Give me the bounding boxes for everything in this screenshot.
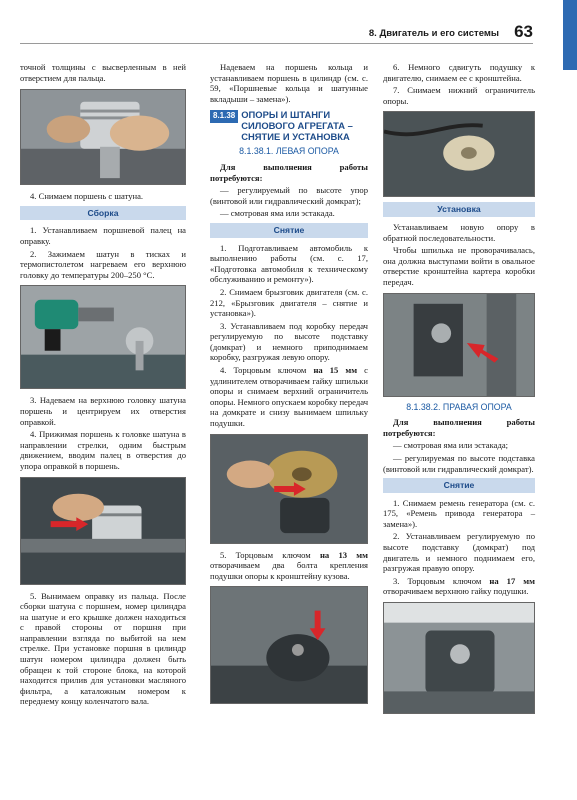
photo-heat-gun xyxy=(20,285,186,389)
paragraph: 3. Устанавливаем под коробку передач регулируемую по высоте подставку (домкрат) и немного приподнимаем коробку, разгружая левую опору. xyxy=(210,320,368,363)
section-heading-removal: Снятие xyxy=(210,223,368,238)
photo-left-mount-bolts xyxy=(210,586,368,704)
section-heading-assembly: Сборка xyxy=(20,206,186,221)
paragraph: 4. Торцовым ключом на 15 мм с удлинителем отворачиваем гайку шпильки опоры и снимаем верхний ограничитель опоры. Немного опускаем коробку передач на домкрате и снизу вынимаем шпильку подушки. xyxy=(210,365,369,429)
page-number: 63 xyxy=(514,22,533,41)
photo-lower-limiter xyxy=(383,111,535,197)
paragraph: 5. Вынимаем оправку из пальца. После сборки шатуна с поршнем, номер цилиндра на шатуне и его крышке должен находиться с правой стороны от поршня при направлении взгляда по выбитой на нем стрелке. При установке поршня в цилиндр шатун номером цилиндра должен быть обращен к той стороне блока, на которой находится прилив для установки масляного фильтра, а каталожным номером к переднему концу коленчатого вала. xyxy=(20,590,186,707)
column-1 xyxy=(20,62,186,709)
section-heading-install: Установка xyxy=(383,202,535,217)
paragraph: 6. Немного сдвигуть подушку к двигателю, снимаем ее с кронштейна. xyxy=(383,62,535,83)
requirement-item: — регулируемая по высоте подставка (винтовой или гидравлический домкрат). xyxy=(383,452,535,474)
photo-stud-oval-hole xyxy=(383,293,535,397)
paragraph: 2. Устанавливаем регулируемую по высоте подставку (домкрат) под двигатель и немного поднимаем его, разгружая правую опору. xyxy=(383,531,535,574)
requirement-item: — смотровая яма или эстакада. xyxy=(220,208,335,219)
paragraph: Надеваем на поршень кольца и устанавливаем поршень в цилиндр (см. с. 59, «Поршневые кольца и шатунные вкладыши – замена»). xyxy=(210,62,368,104)
paragraph: 2. Снимаем брызговик двигателя (см. с. 212, «Брызговик двигателя – снятие и установка»). xyxy=(210,286,368,319)
photo-piston-press xyxy=(20,477,186,585)
subsection-title: 8.1.38.2. ПРАВАЯ ОПОРА xyxy=(406,401,512,412)
paragraph: 1. Подготавливаем автомобиль к выполнению работы (см. с. 17, «Подготовка автомобиля к техническому обслуживанию и ремонту»). xyxy=(210,242,368,285)
paragraph: 3. Надеваем на верхнюю головку шатуна поршень и центрируем их отверстия оправкой. xyxy=(20,395,186,427)
section-title: ОПОРЫ И ШТАНГИ СИЛОВОГО АГРЕГАТА – СНЯТИЕ И УСТАНОВКА xyxy=(241,109,353,143)
page-header xyxy=(20,22,533,44)
column-2 xyxy=(210,62,368,704)
column-3 xyxy=(383,62,535,714)
photo-right-mount xyxy=(383,602,535,714)
photo-piston xyxy=(20,89,186,185)
paragraph: 5. Торцовым ключом на 13 мм отворачиваем два болта крепления подушки опоры к кронштейну кузова. xyxy=(210,549,368,581)
subsection-title: 8.1.38.1. ЛЕВАЯ ОПОРА xyxy=(239,146,339,157)
section-number-badge: 8.1.38 xyxy=(210,110,238,123)
paragraph: 4. Снимаем поршень с шатуна. xyxy=(30,191,144,202)
paragraph: Устанавливаем новую опору в обратной последовательности. xyxy=(383,221,535,243)
paragraph: 7. Снимаем нижний ограничитель опоры. xyxy=(383,85,535,106)
section-header xyxy=(210,109,368,142)
chapter-tab xyxy=(563,0,577,70)
paragraph: 1. Устанавливаем поршневой палец на оправку. xyxy=(20,225,186,246)
paragraph: 2. Зажимаем шатун в тисках и термопистолетом нагреваем его верхнюю головку до температуры 200–250 °С. xyxy=(20,248,186,280)
paragraph: точной толщины с высверленным в ней отверстием для пальца. xyxy=(20,62,186,83)
requirement-item: — регулируемый по высоте упор (винтовой или гидравлический домкрат); xyxy=(210,185,368,206)
paragraph: 1. Снимаем ремень генератора (см. с. 175, «Ремень привода генератора – замена»). xyxy=(383,497,535,529)
requirements-heading: Для выполнения работы потребуются: xyxy=(383,417,535,438)
requirement-item: — смотровая яма или эстакада; xyxy=(393,440,509,451)
requirements-heading: Для выполнения работы потребуются: xyxy=(210,161,368,183)
chapter-title: 8. Двигатель и его системы xyxy=(368,28,499,39)
paragraph: 4. Прижимая поршень к головке шатуна в направлении стрелки, одним быстрым движением, вводим палец в отверстия до упора оправкой в поршень. xyxy=(20,429,186,471)
section-heading-removal: Снятие xyxy=(383,478,535,493)
paragraph: Чтобы шпилька не проворачивалась, она должна выступами войти в овальное отверстие кронштейна картера коробки передач. xyxy=(383,245,535,287)
paragraph: 3. Торцовым ключом на 17 мм отворачиваем верхнюю гайку подушки. xyxy=(383,575,535,597)
photo-left-mount-cushion xyxy=(210,434,368,544)
